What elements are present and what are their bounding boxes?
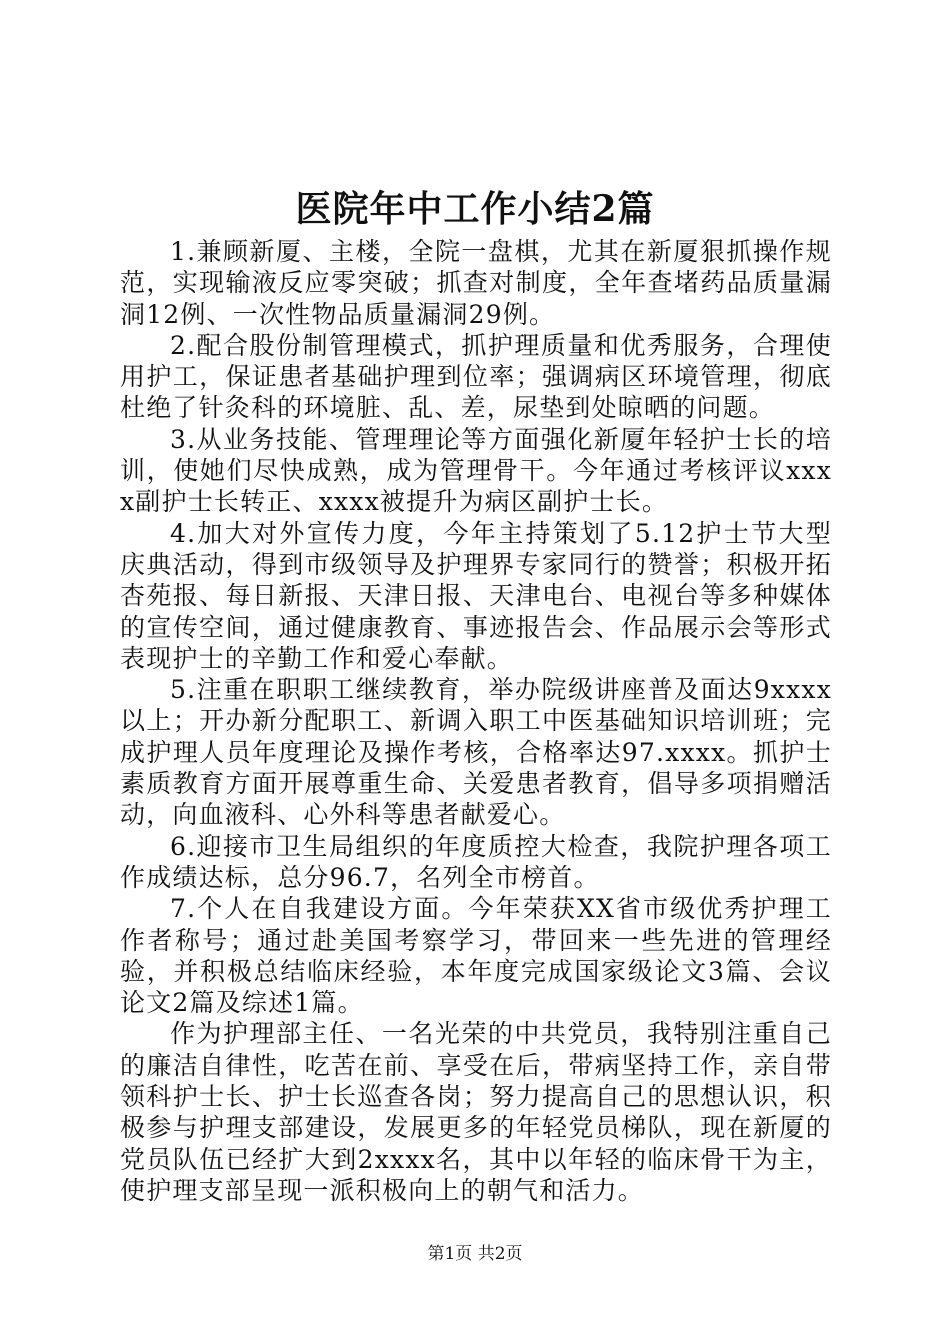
paragraph-7: 7.个人在自我建设方面。今年荣获XX省市级优秀护理工作者称号；通过赴美国考察学习，带回来一些先进的管理经验，并积极总结临床经验，本年度完成国家级论文3篇、会议论文2篇及综述1篇。: [120, 894, 832, 1018]
paragraph-4: 4.加大对外宣传力度，今年主持策划了5.12护士节大型庆典活动，得到市级领导及护理界专家同行的赞誉；积极开拓杏苑报、每日新报、天津日报、天津电台、电视台等多种媒体的宣传空间，通过健康教育、事迹报告会、作品展示会等形式表现护士的辛勤工作和爱心奉献。: [120, 518, 832, 673]
paragraph-5: 5.注重在职职工继续教育，举办院级讲座普及面达9xxxx以上；开办新分配职工、新调入职工中医基础知识培训班；完成护理人员年度理论及操作考核，合格率达97.xxxx。抓护士素质教育方面开展尊重生命、关爱患者教育，倡导多项捐赠活动，向血液科、心外科等患者献爱心。: [120, 675, 832, 830]
paragraph-8: 作为护理部主任、一名光荣的中共党员，我特别注重自己的廉洁自律性，吃苦在前、享受在后，带病坚持工作，亲自带领科护士长、护士长巡查各岗；努力提高自己的思想认识，积极参与护理支部建设，发展更多的年轻党员梯队，现在新厦的党员队伍已经扩大到2xxxx名，其中以年轻的临床骨干为主，使护理支部呈现一派积极向上的朝气和活力。: [120, 1019, 832, 1205]
document-body: [120, 236, 832, 1206]
document-title: 医院年中工作小结2篇: [295, 188, 655, 230]
page-footer: 第1页 共2页: [427, 1244, 523, 1264]
paragraph-2: 2.配合股份制管理模式，抓护理质量和优秀服务，合理使用护工，保证患者基础护理到位率；强调病区环境管理，彻底杜绝了针灸科的环境脏、乱、差，尿垫到处晾晒的问题。: [120, 330, 832, 423]
paragraph-1: 1.兼顾新厦、主楼，全院一盘棋，尤其在新厦狠抓操作规范，实现输液反应零突破；抓查对制度，全年查堵药品质量漏洞12例、一次性物品质量漏洞29例。: [120, 237, 832, 329]
paragraph-6: 6.迎接市卫生局组织的年度质控大检查，我院护理各项工作成绩达标，总分96.7，名列全市榜首。: [120, 831, 832, 892]
paragraph-3: 3.从业务技能、管理理论等方面强化新厦年轻护士长的培训，使她们尽快成熟，成为管理骨干。今年通过考核评议xxxx副护士长转正、xxxx被提升为病区副护士长。: [120, 424, 832, 517]
